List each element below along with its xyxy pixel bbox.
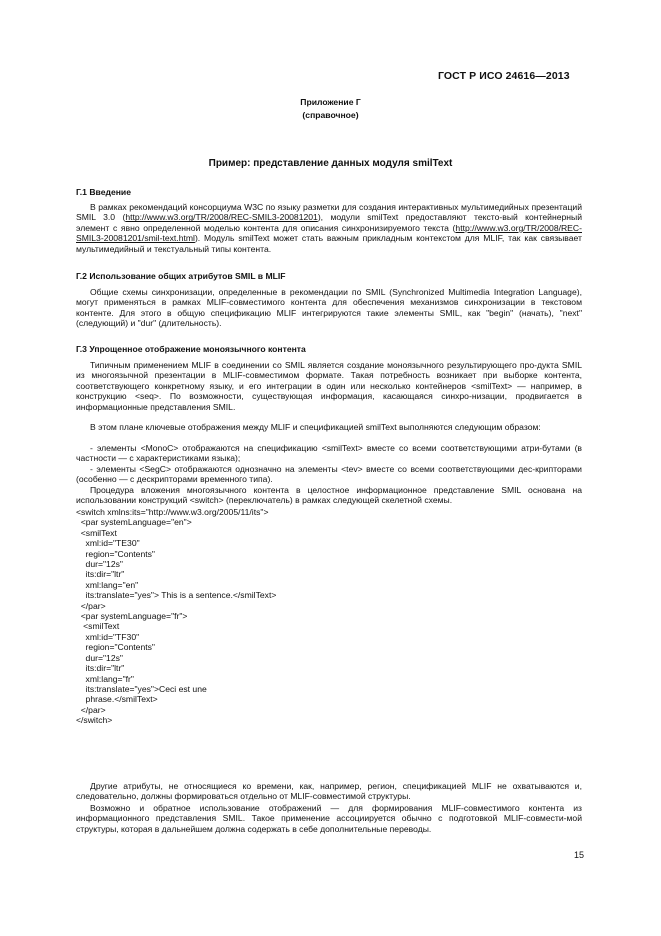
code-line: xml:lang="en" (76, 579, 139, 590)
code-line: <smilText (76, 621, 120, 632)
code-line: </par> (76, 600, 106, 611)
code-line: dur="12s" (76, 559, 123, 570)
paragraph-g3-4: - элементы <SegC> отображаются однозначно на элементы <tev> вместе со всеми соответствующими дес-крипторами (особенно — с дескрипторами временного типа). (76, 464, 582, 485)
code-line: <switch xmlns:its="http://www.w3.org/2005/11/its"> (76, 507, 269, 517)
code-line: <par systemLanguage="en"> (76, 517, 192, 528)
text: ). Модуль smilText может стать важным прикладным контекстом для MLIF, так как связывает мультимедийный и текстуальный типы контента. (76, 233, 582, 254)
paragraph-g3-1: Типичным применением MLIF в соединении со SMIL является создание моноязычного результирующего про-дукта SMIL из многоязычной презентации в MLIF-совместимом формате. Такая потребность возникает при выборке контента, соответствующего конкретному языку, и его интеграции в один или несколько контейнеров <smilText> — например, в конструкцию <seq>. По возможности, существующая информация, касающаяся синхро-низации, продвигается в информационные представления SMIL. (76, 360, 582, 412)
code-line: <smilText (76, 527, 117, 538)
paragraph-g2: Общие схемы синхронизации, определенные в рекомендации по SMIL (Synchronized Multimedia Integration Language), могут применяться в рамках MLIF-совместимого контента для обеспечения механизмов синхронизации в текстовом контенте. Для этого в общую спецификацию MLIF интегрируются такие элементы SMIL, как "begin" (начать), "next" (следующий) и "dur" (длительность). (76, 287, 582, 329)
paragraph-g3-3: - элементы <MonoC> отображаются на спецификацию <smilText> вместе со всеми соответствующими атри-бутами (в частности — с характеристиками языка); (76, 443, 582, 464)
code-line: its:translate="yes">Ceci est une (76, 683, 207, 694)
paragraph-g3-6: Другие атрибуты, не относящиеся ко времени, как, например, регион, спецификацией MLIF не охватываются и, следовательно, должны формироваться отдельно от MLIF-совместимой структуры. (76, 781, 582, 802)
code-line: dur="12s" (76, 652, 123, 663)
code-line: </switch> (76, 715, 113, 726)
paragraph-g3-5: Процедура вложения многоязычного контента в целостное информационное представление SMIL основана на использовании конструкций <switch> (переключатель) в рамках следующей скелетной схемы. (76, 485, 582, 506)
code-line: phrase.</smilText> (76, 694, 158, 705)
section-heading-g3: Г.3 Упрощенное отображение моноязычного контента (76, 344, 306, 354)
appendix-label: Приложение Г (300, 97, 361, 107)
appendix-kind: (справочное) (302, 110, 359, 120)
code-line: its:translate="yes"> This is a sentence.</smilText> (76, 590, 277, 601)
code-line: xml:id="TE30" (76, 538, 140, 549)
text: ), модули smilText предоставляют тексто-вый контейнерный элемент с явно определенной моделью контента для описания синхронизируемого текста ( (76, 212, 582, 233)
link-smil-text[interactable]: http://www.w3.org/TR/2008/REC-SMIL3-20081201/smil-text.html (76, 222, 582, 244)
document-id: ГОСТ Р ИСО 24616—2013 (438, 70, 570, 82)
link-smil3[interactable]: http://www.w3.org/TR/2008/REC-SMIL3-20081201 (125, 212, 318, 223)
paragraph-g3-2: В этом плане ключевые отображения между MLIF и спецификацией smilText выполняются следующим образом: (90, 422, 541, 432)
text: В рамках рекомендаций консорциума W3C по языку разметки для создания интерактивных мультимедийных презентаций SMIL 3.0 ( (76, 202, 582, 223)
paragraph-g3-7: Возможно и обратное использование отображений — для формирования MLIF-совместимого контента из информационного представления SMIL. Такое применение ассоциируется обычно с подготовкой MLIF-совмести-мой структуры, которая в дальнейшем должна содержать в себе дополнительные переводы. (76, 803, 582, 834)
page-title: Пример: представление данных модуля smilText (208, 158, 453, 169)
section-heading-g2: Г.2 Использование общих атрибутов SMIL в MLIF (76, 271, 286, 281)
code-line: xml:id="TF30" (76, 631, 140, 642)
code-line: xml:lang="fr" (76, 673, 134, 684)
code-line: region="Contents" (76, 642, 155, 653)
code-line: region="Contents" (76, 548, 155, 559)
code-line: <par systemLanguage="fr"> (76, 611, 188, 622)
code-line: </par> (76, 704, 106, 715)
paragraph-g1-intro (76, 202, 582, 254)
code-block (76, 507, 582, 726)
code-line: its:dir="ltr" (76, 569, 125, 580)
page-number: 15 (574, 850, 585, 860)
code-line: its:dir="ltr" (76, 663, 125, 674)
section-heading-g1: Г.1 Введение (76, 187, 131, 197)
